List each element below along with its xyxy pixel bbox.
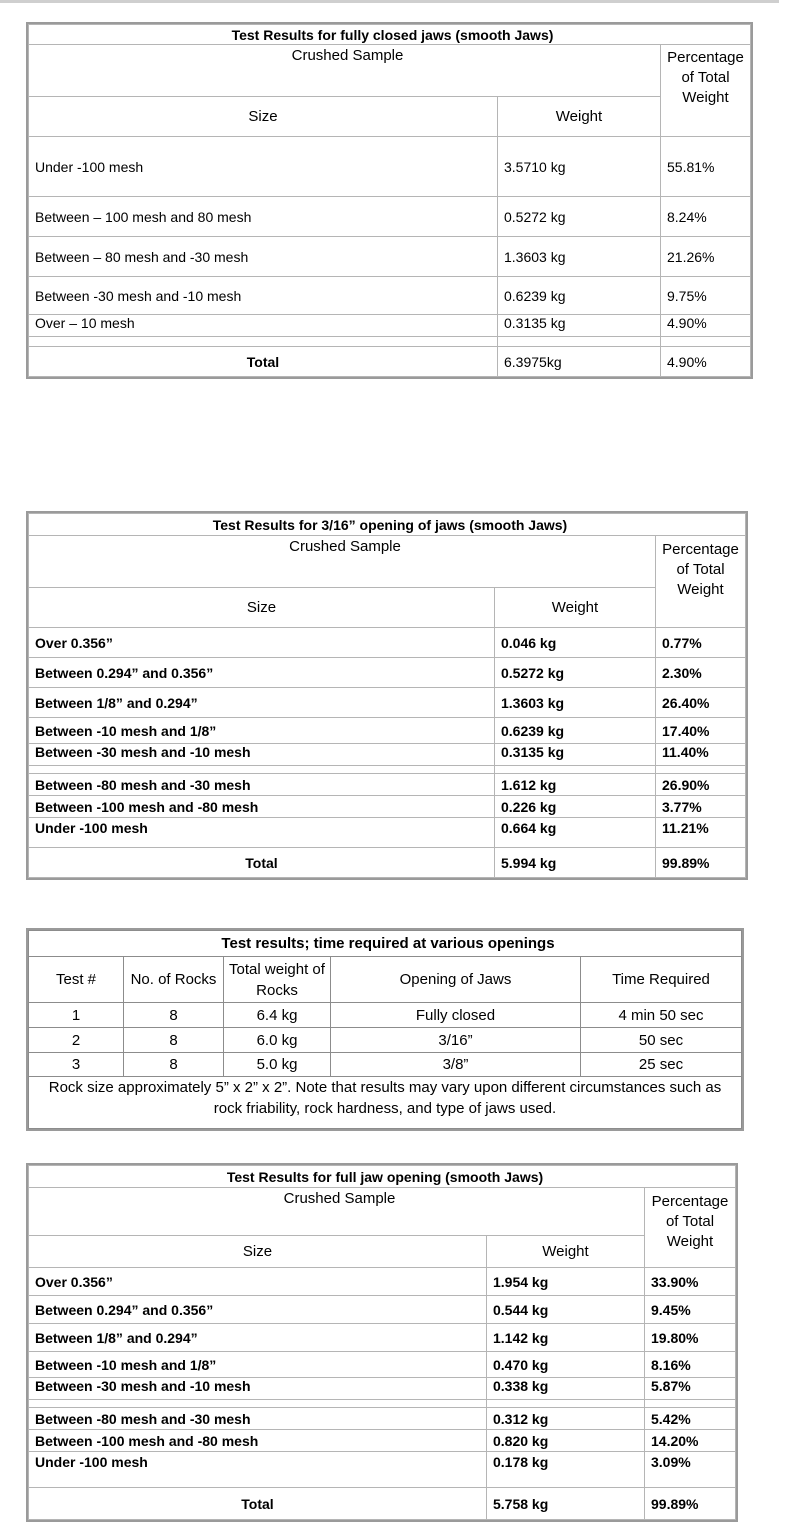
percentage-header: Percentage of Total Weight [661, 45, 751, 137]
weight-cell: 1.612 kg [495, 774, 656, 796]
size-cell: Between – 100 mesh and 80 mesh [29, 197, 498, 237]
rocks-header: No. of Rocks [124, 957, 224, 1003]
table-row [29, 818, 746, 848]
top-divider [0, 0, 779, 3]
table-row [29, 237, 751, 277]
time-cell: 25 sec [581, 1053, 742, 1077]
test-number-header: Test # [29, 957, 124, 1003]
weight-cell: 0.178 kg [487, 1452, 645, 1488]
weight-cell: 0.3135 kg [495, 744, 656, 766]
total-weight: 5.758 kg [487, 1488, 645, 1520]
table-row [29, 277, 751, 315]
table-row [29, 1324, 736, 1352]
table-row [29, 137, 751, 197]
percent-cell: 21.26% [661, 237, 751, 277]
table-row [29, 1408, 736, 1430]
size-cell: Over – 10 mesh [29, 315, 498, 337]
total-label: Total [29, 347, 498, 377]
size-cell: Between 0.294” and 0.356” [29, 658, 495, 688]
percent-cell: 19.80% [645, 1324, 736, 1352]
percentage-header: Percentage of Total Weight [645, 1188, 736, 1268]
total-weight: 6.3975kg [498, 347, 661, 377]
size-cell: Over 0.356” [29, 1268, 487, 1296]
size-cell: Between -80 mesh and -30 mesh [29, 774, 495, 796]
table-row [29, 1452, 736, 1488]
table-row [29, 315, 751, 337]
table-row [29, 658, 746, 688]
size-header: Size [29, 588, 495, 628]
weight-cell: 1.954 kg [487, 1268, 645, 1296]
percentage-header: Percentage of Total Weight [656, 536, 746, 628]
percent-cell: 4.90% [661, 315, 751, 337]
test-cell: 3 [29, 1053, 124, 1077]
percent-cell: 17.40% [656, 718, 746, 744]
total-row [29, 1488, 736, 1520]
crushed-sample-label: Crushed Sample [29, 1188, 645, 1236]
table-row [29, 1053, 742, 1077]
percent-cell: 26.40% [656, 688, 746, 718]
size-cell: Between -100 mesh and -80 mesh [29, 796, 495, 818]
total-weight: 5.994 kg [495, 848, 656, 878]
percent-cell: 14.20% [645, 1430, 736, 1452]
size-cell: Under -100 mesh [29, 137, 498, 197]
size-cell: Between 0.294” and 0.356” [29, 1296, 487, 1324]
weight-cell: 0.6239 kg [495, 718, 656, 744]
percent-cell: 5.87% [645, 1378, 736, 1400]
time-header: Time Required [581, 957, 742, 1003]
weight-cell: 3.5710 kg [498, 137, 661, 197]
total-row [29, 848, 746, 878]
size-cell: Between -10 mesh and 1/8” [29, 718, 495, 744]
crushed-sample-label: Crushed Sample [29, 45, 661, 97]
weight-cell: 0.338 kg [487, 1378, 645, 1400]
table-fully-closed [26, 22, 753, 379]
weight-cell: 6.4 kg [224, 1003, 331, 1028]
percent-cell: 9.45% [645, 1296, 736, 1324]
size-cell: Between 1/8” and 0.294” [29, 1324, 487, 1352]
table-note: Rock size approximately 5” x 2” x 2”. Note that results may vary upon different circumstances such as rock friability, rock hardness, and type of jaws used. [29, 1077, 742, 1129]
weight-cell: 0.6239 kg [498, 277, 661, 315]
percent-cell: 8.16% [645, 1352, 736, 1378]
percent-cell: 3.77% [656, 796, 746, 818]
size-header: Size [29, 97, 498, 137]
table-row [29, 628, 746, 658]
weight-header: Weight [498, 97, 661, 137]
size-cell: Between 1/8” and 0.294” [29, 688, 495, 718]
table-title: Test Results for full jaw opening (smooth Jaws) [29, 1166, 736, 1188]
size-cell: Between -10 mesh and 1/8” [29, 1352, 487, 1378]
weight-cell: 0.5272 kg [498, 197, 661, 237]
table-title: Test Results for fully closed jaws (smooth Jaws) [29, 25, 751, 45]
total-percent: 99.89% [656, 848, 746, 878]
opening-cell: Fully closed [331, 1003, 581, 1028]
percent-cell: 11.40% [656, 744, 746, 766]
weight-header: Weight [487, 1236, 645, 1268]
table-row [29, 1378, 736, 1400]
size-header: Size [29, 1236, 487, 1268]
table-row [29, 197, 751, 237]
percent-cell: 2.30% [656, 658, 746, 688]
weight-cell: 5.0 kg [224, 1053, 331, 1077]
table-title: Test Results for 3/16” opening of jaws (smooth Jaws) [29, 514, 746, 536]
weight-cell: 1.3603 kg [495, 688, 656, 718]
size-cell: Between -30 mesh and -10 mesh [29, 277, 498, 315]
weight-header: Weight [495, 588, 656, 628]
weight-cell: 0.312 kg [487, 1408, 645, 1430]
total-percent: 99.89% [645, 1488, 736, 1520]
table-row [29, 1430, 736, 1452]
table-row [29, 1296, 736, 1324]
size-cell: Over 0.356” [29, 628, 495, 658]
size-cell: Between – 80 mesh and -30 mesh [29, 237, 498, 277]
opening-cell: 3/8” [331, 1053, 581, 1077]
total-label: Total [29, 848, 495, 878]
table-row [29, 744, 746, 766]
opening-header: Opening of Jaws [331, 957, 581, 1003]
weight-cell: 1.3603 kg [498, 237, 661, 277]
percent-cell: 0.77% [656, 628, 746, 658]
table-title: Test results; time required at various openings [29, 931, 742, 957]
weight-cell: 0.664 kg [495, 818, 656, 848]
table-3-16-opening [26, 511, 748, 880]
time-cell: 4 min 50 sec [581, 1003, 742, 1028]
table-row [29, 1268, 736, 1296]
percent-cell: 8.24% [661, 197, 751, 237]
size-cell: Under -100 mesh [29, 818, 495, 848]
total-label: Total [29, 1488, 487, 1520]
percent-cell: 26.90% [656, 774, 746, 796]
size-cell: Between -80 mesh and -30 mesh [29, 1408, 487, 1430]
test-cell: 1 [29, 1003, 124, 1028]
table-full-opening [26, 1163, 738, 1522]
total-percent: 4.90% [661, 347, 751, 377]
size-cell: Under -100 mesh [29, 1452, 487, 1488]
rocks-cell: 8 [124, 1003, 224, 1028]
table-row [29, 796, 746, 818]
table-row [29, 1028, 742, 1053]
table-time-required [26, 928, 744, 1131]
weight-cell: 0.470 kg [487, 1352, 645, 1378]
opening-cell: 3/16” [331, 1028, 581, 1053]
weight-cell: 0.820 kg [487, 1430, 645, 1452]
percent-cell: 9.75% [661, 277, 751, 315]
time-cell: 50 sec [581, 1028, 742, 1053]
table-row [29, 1003, 742, 1028]
weight-cell: 0.544 kg [487, 1296, 645, 1324]
table-row [29, 688, 746, 718]
table-row [29, 718, 746, 744]
table-row [29, 1352, 736, 1378]
weight-cell: 1.142 kg [487, 1324, 645, 1352]
percent-cell: 55.81% [661, 137, 751, 197]
rocks-cell: 8 [124, 1028, 224, 1053]
size-cell: Between -100 mesh and -80 mesh [29, 1430, 487, 1452]
crushed-sample-label: Crushed Sample [29, 536, 656, 588]
total-weight-header: Total weight of Rocks [224, 957, 331, 1003]
percent-cell: 11.21% [656, 818, 746, 848]
test-cell: 2 [29, 1028, 124, 1053]
size-cell: Between -30 mesh and -10 mesh [29, 1378, 487, 1400]
percent-cell: 3.09% [645, 1452, 736, 1488]
total-row [29, 347, 751, 377]
weight-cell: 0.3135 kg [498, 315, 661, 337]
size-cell: Between -30 mesh and -10 mesh [29, 744, 495, 766]
weight-cell: 6.0 kg [224, 1028, 331, 1053]
percent-cell: 5.42% [645, 1408, 736, 1430]
weight-cell: 0.046 kg [495, 628, 656, 658]
rocks-cell: 8 [124, 1053, 224, 1077]
table-row [29, 774, 746, 796]
weight-cell: 0.226 kg [495, 796, 656, 818]
weight-cell: 0.5272 kg [495, 658, 656, 688]
percent-cell: 33.90% [645, 1268, 736, 1296]
